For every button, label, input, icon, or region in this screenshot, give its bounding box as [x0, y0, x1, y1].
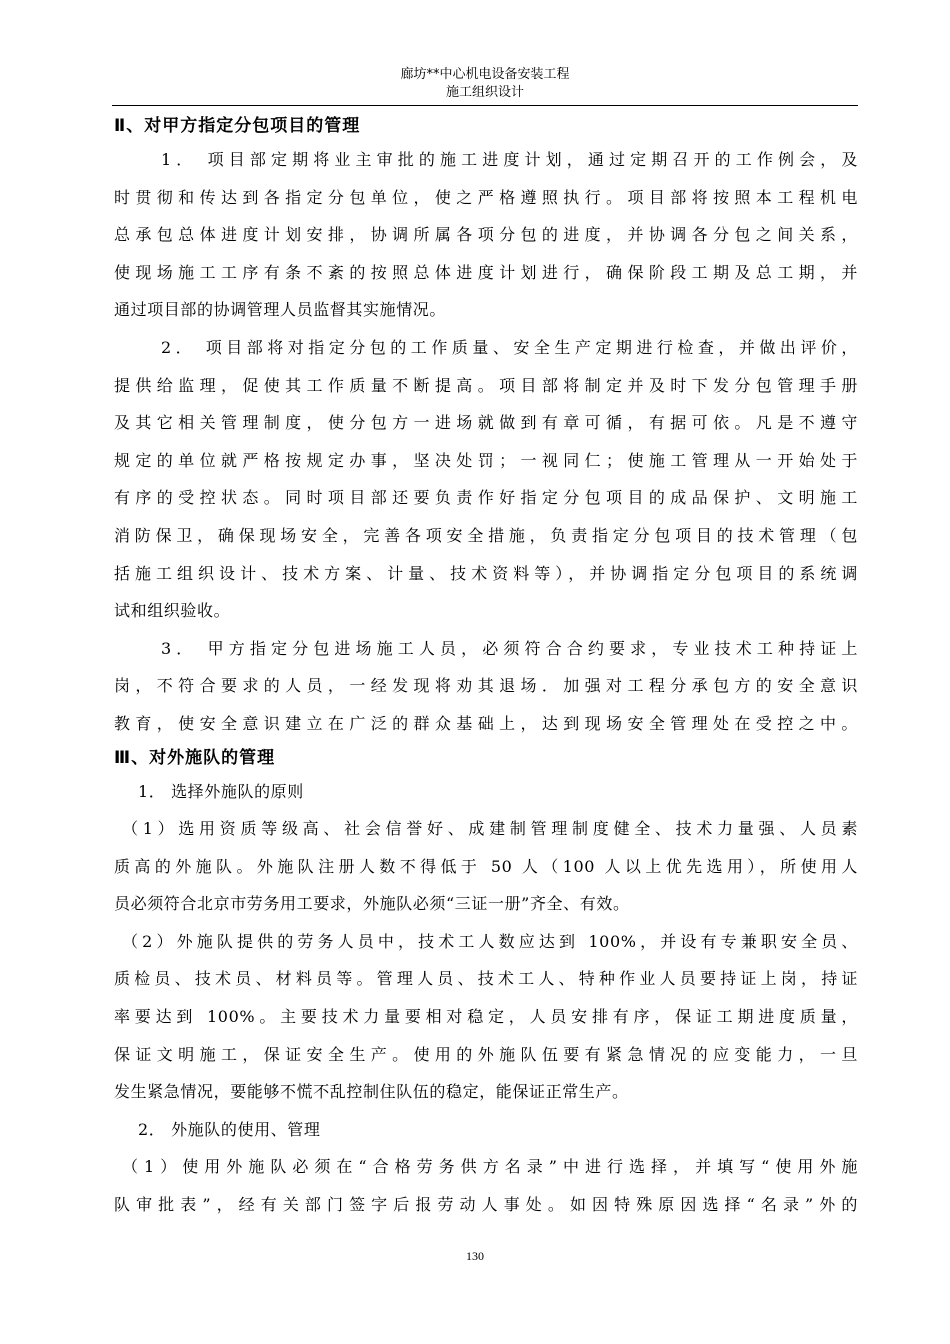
text-line: 总承包总体进度计划安排，协调所属各项分包的进度，并协调各分包之间关系，	[114, 225, 858, 245]
text-line: 发生紧急情况，要能够不慌不乱控制住队伍的稳定，能保证正常生产。	[114, 1082, 629, 1102]
text-line: 提供给监理，促使其工作质量不断提高。项目部将制定并及时下发分包管理手册	[114, 375, 858, 395]
subheading-3-1: 1． 选择外施队的原则	[138, 781, 304, 801]
text-line: 质检员、技术员、材料员等。管理人员、技术工人、特种作业人员要持证上岗，持证	[114, 969, 858, 989]
header-rule	[112, 105, 858, 106]
text-line: 员必须符合北京市劳务用工要求，外施队必须“三证一册”齐全、有效。	[114, 894, 630, 914]
document-body	[114, 111, 858, 1224]
text-line: 队审批表”，经有关部门签字后报劳动人事处。如因特殊原因选择“名录”外的	[114, 1195, 858, 1215]
paragraph-3-1-1	[114, 810, 858, 923]
text-line: 岗，不符合要求的人员，一经发现将劝其退场．加强对工程分承包方的安全意识	[114, 676, 858, 696]
text-line: （1）选用资质等级高、社会信誉好、成建制管理制度健全、技术力量强、人员素	[122, 819, 858, 839]
text-line: （2）外施队提供的劳务人员中，技术工人数应达到 100%，并设有专兼职安全员、	[122, 931, 858, 951]
text-line: 通过项目部的协调管理人员监督其实施情况。	[114, 300, 447, 320]
page-number: 130	[466, 1249, 484, 1263]
text-line: 2． 项目部将对指定分包的工作质量、安全生产定期进行检查，并做出评价，	[161, 337, 858, 357]
section-heading-3: Ⅲ、对外施队的管理	[114, 747, 276, 768]
text-line: 括施工组织设计、技术方案、计量、技术资料等），并协调指定分包项目的系统调	[114, 563, 858, 583]
text-line: 有序的受控状态。同时项目部还要负责作好指定分包项目的成品保护、文明施工	[114, 488, 858, 508]
text-line: 保证文明施工，保证安全生产。使用的外施队伍要有紧急情况的应变能力，一旦	[114, 1044, 858, 1064]
header-project-title: 廊坊**中心机电设备安装工程	[400, 67, 570, 82]
text-line: 消防保卫，确保现场安全，完善各项安全措施，负责指定分包项目的技术管理（包	[114, 525, 858, 545]
text-line: 率要达到 100%。主要技术力量要相对稳定，人员安排有序，保证工期进度质量，	[114, 1007, 858, 1027]
paragraph-2-3	[114, 630, 858, 743]
text-line: 1． 项目部定期将业主审批的施工进度计划，通过定期召开的工作例会，及	[161, 150, 858, 169]
text-line: 规定的单位就严格按规定办事，坚决处罚；一视同仁；使施工管理从一开始处于	[114, 450, 858, 470]
paragraph-2-1	[114, 141, 858, 329]
text-line: 使现场施工工序有条不紊的按照总体进度计划进行，确保阶段工期及总工期，并	[114, 262, 858, 282]
section-heading-2: Ⅱ、对甲方指定分包项目的管理	[114, 116, 361, 136]
text-line: 时贯彻和传达到各指定分包单位，使之严格遵照执行。项目部将按照本工程机电	[114, 187, 858, 207]
text-line: 3． 甲方指定分包进场施工人员，必须符合合约要求，专业技术工种持证上	[161, 638, 858, 658]
text-line: 试和组织验收。	[114, 601, 231, 621]
page-header	[112, 66, 858, 102]
text-line: 教育，使安全意识建立在广泛的群众基础上，达到现场安全管理处在受控之中。	[114, 713, 858, 733]
text-line: 及其它相关管理制度，使分包方一进场就做到有章可循，有据可依。凡是不遵守	[114, 413, 858, 433]
text-line: 质高的外施队。外施队注册人数不得低于 50 人（100 人以上优先选用），所使用人	[114, 856, 858, 876]
text-line: （1）使用外施队必须在“合格劳务供方名录”中进行选择，并填写“使用外施	[122, 1157, 858, 1177]
paragraph-2-2	[114, 329, 858, 630]
paragraph-3-2-1	[114, 1148, 858, 1223]
subheading-3-2: 2． 外施队的使用、管理	[138, 1119, 321, 1139]
paragraph-3-1-2	[114, 923, 858, 1111]
header-doc-title: 施工组织设计	[445, 85, 524, 100]
